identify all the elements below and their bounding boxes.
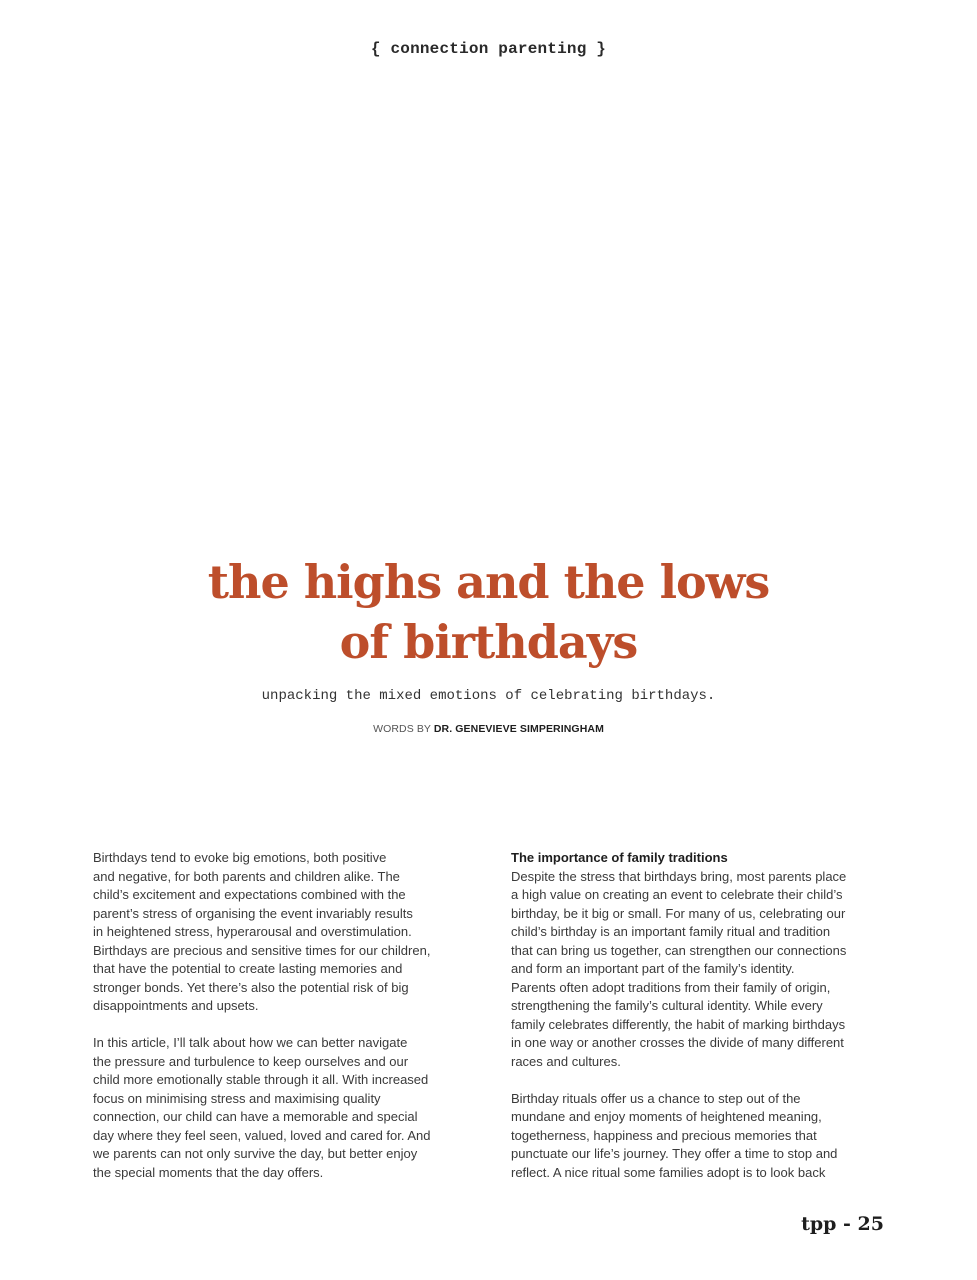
page-folio: tpp - 25 xyxy=(801,1213,884,1235)
right-column xyxy=(511,849,889,1201)
title-line-2: of birthdays xyxy=(339,615,638,669)
section-subheading: The importance of family traditions xyxy=(511,850,728,865)
article-title xyxy=(0,552,977,672)
title-line-1: the highs and the lows xyxy=(207,555,770,609)
byline-prefix: WORDS BY xyxy=(373,723,434,735)
article-subtitle: unpacking the mixed emotions of celebrating birthdays. xyxy=(261,688,716,704)
body-paragraph: Birthday rituals offer us a chance to step out of the mundane and enjoy moments of heightened meaning, togetherness, happiness and precious memories that punctuate our life’s journey. They offer a time to stop and reflect. A nice ritual some families adopt is to look back xyxy=(511,1090,838,1180)
left-column xyxy=(93,849,471,1201)
body-paragraph: Birthdays tend to evoke big emotions, both positive and negative, for both parents and children alike. The child’s excitement and expectations combined with the parent’s stress of organising the event invariably results in heightened stress, hyperarousal and overstimulation. Birthdays are precious and sensitive times for our children, that have the potential to create lasting memories and stronger bonds. Yet there’s also the potential risk of big disappointments and upsets. xyxy=(93,850,431,1013)
byline-author: DR. GENEVIEVE SIMPERINGHAM xyxy=(433,723,604,735)
byline xyxy=(0,723,977,735)
body-paragraph: In this article, I’ll talk about how we can better navigate the pressure and turbulence to keep ourselves and our child more emotionally stable through it all. With increased focus on minimising stress and maximising quality connection, our child can have a memorable and special day where they feel seen, valued, loved and cared for. And we parents can not only survive the day, but better enjoy the special moments that the day offers. xyxy=(93,1035,431,1180)
body-paragraph: Despite the stress that birthdays bring, most parents place a high value on creating an event to celebrate their child’s birthday, be it big or small. For many of us, celebrating our child’s birthday is an important family ritual and tradition that can bring us together, can strengthen our connections and form an important part of the family’s identity. Parents often adopt traditions from their family of origin, strengthening the family’s cultural identity. While every family celebrates differently, the habit of marking birthdays in one way or another crosses the divide of many different races and cultures. xyxy=(511,868,847,1069)
section-tag: { connection parenting } xyxy=(370,40,607,58)
